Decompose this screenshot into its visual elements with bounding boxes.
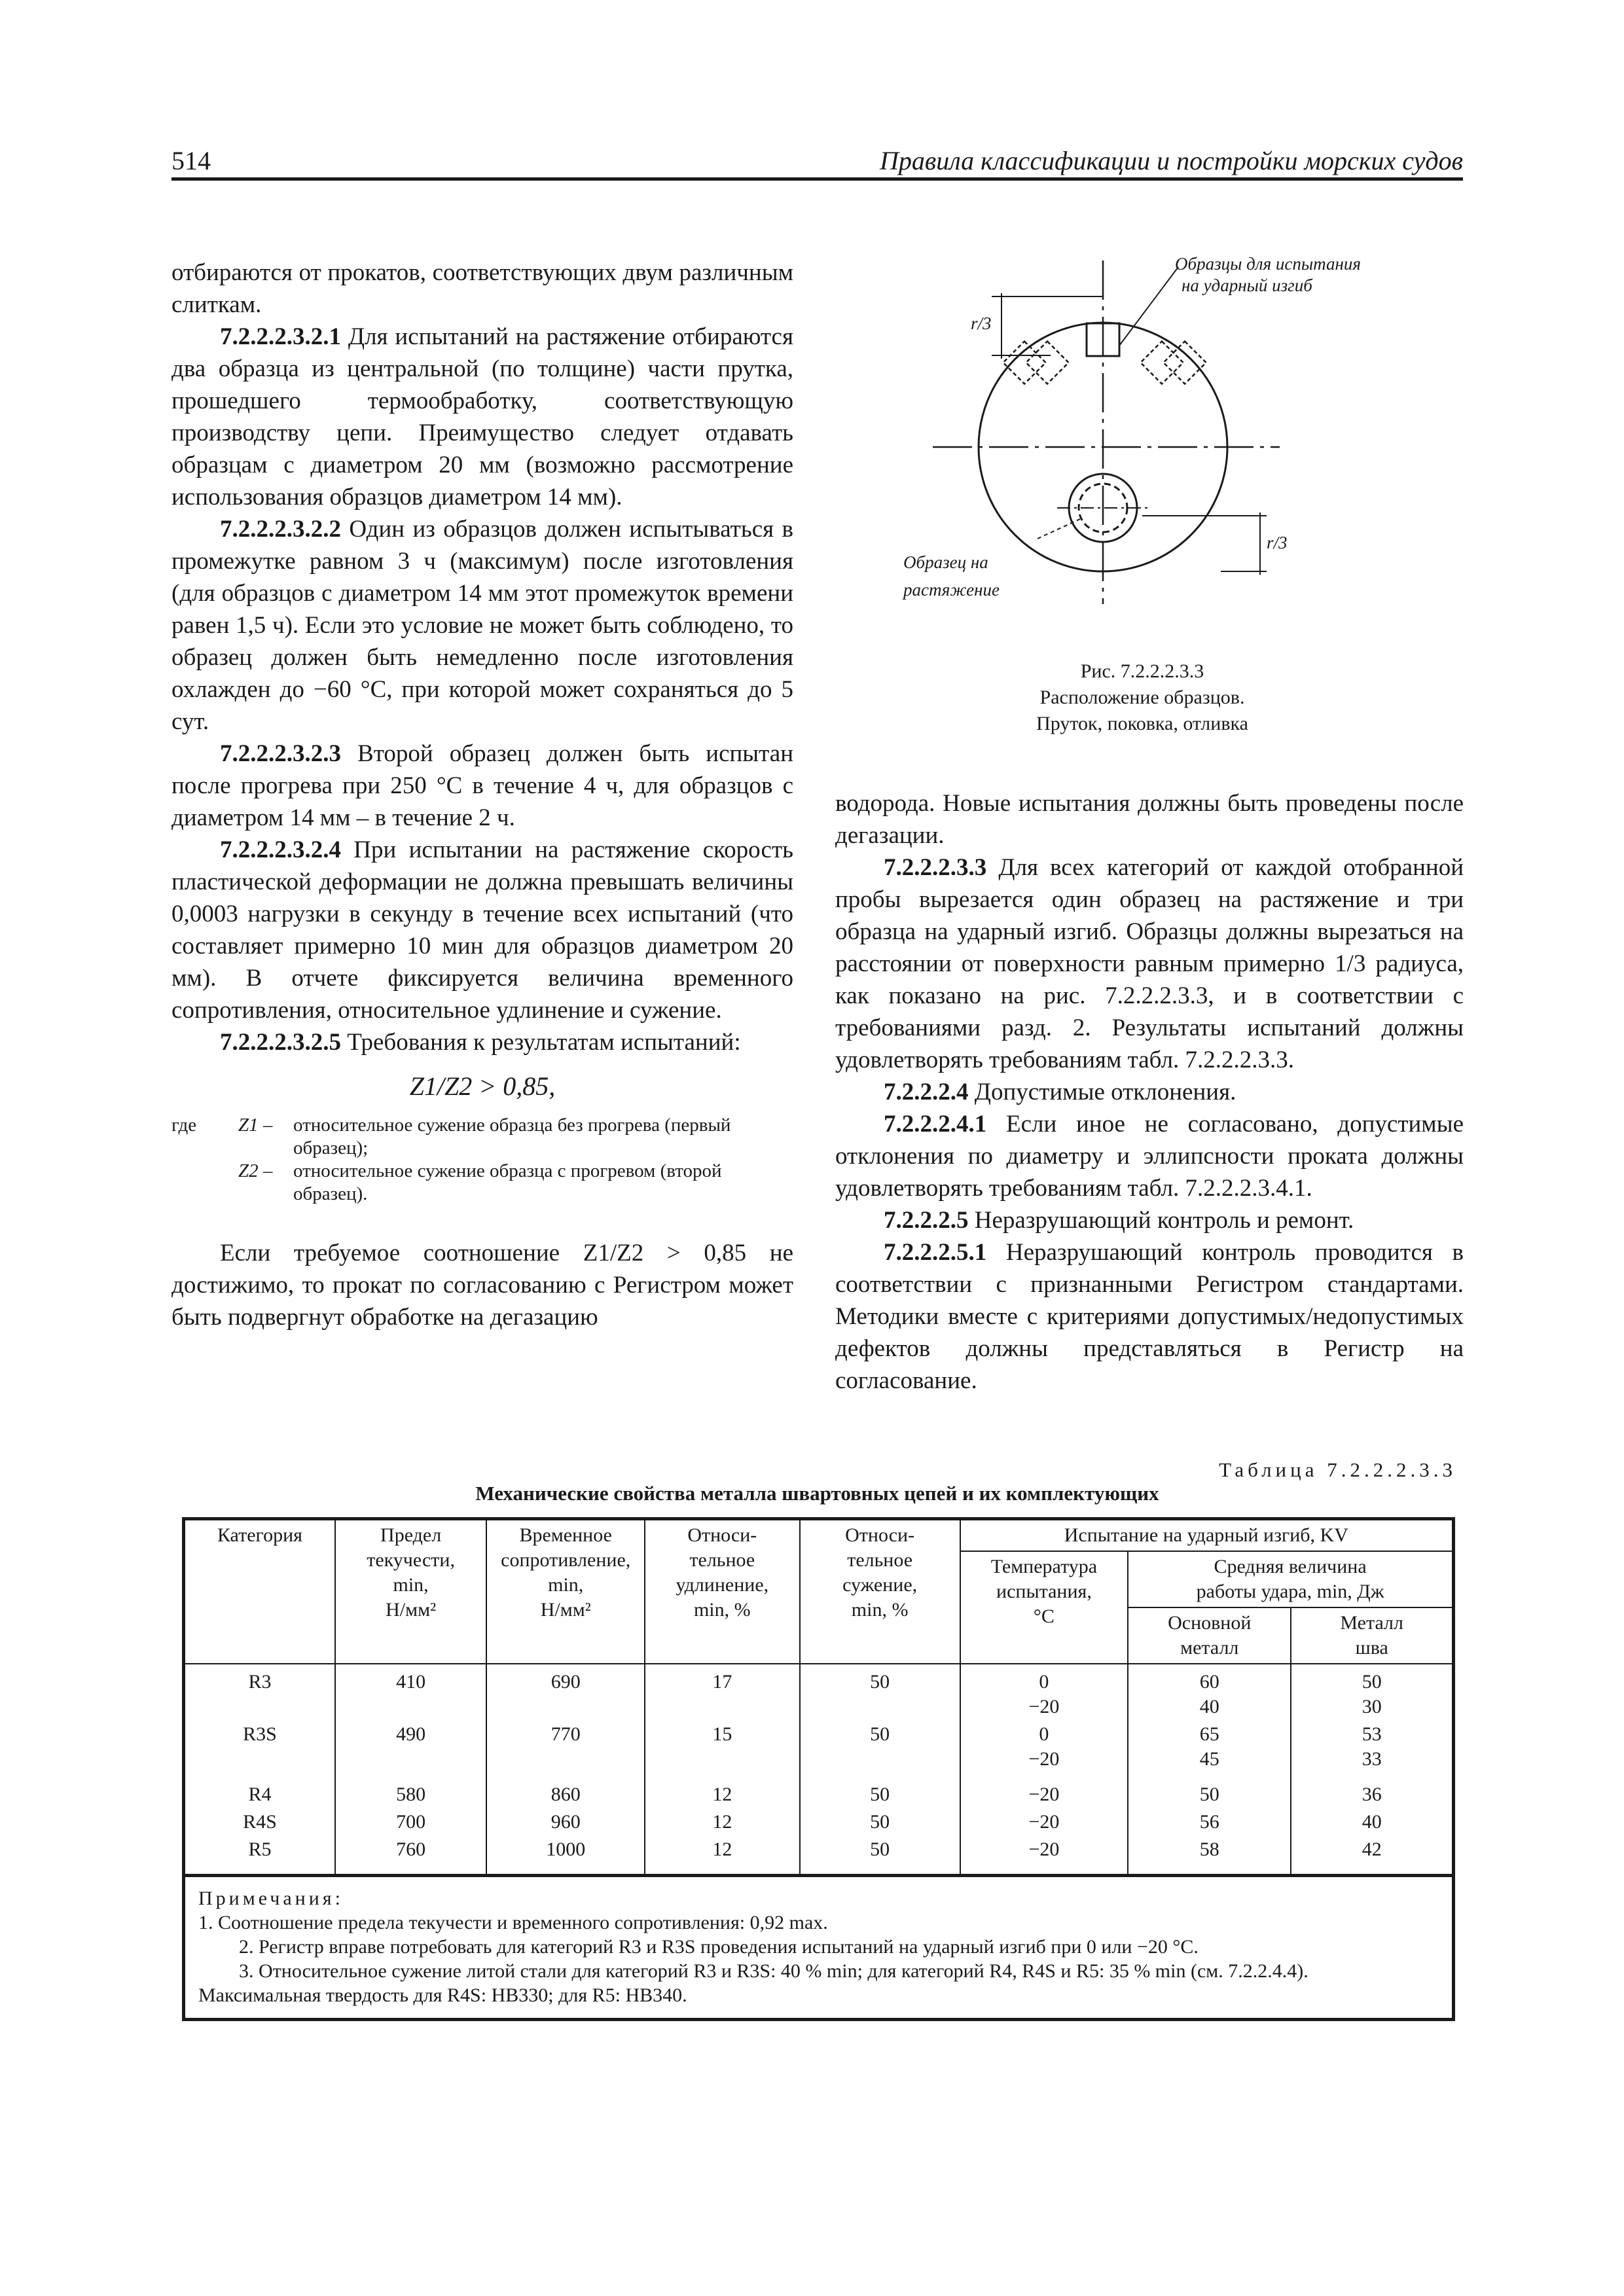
mechanical-properties-table: [182, 1517, 1455, 2021]
label-bend-line2: на ударный изгиб: [1182, 276, 1312, 295]
table-cell-base: 58: [1128, 1837, 1291, 1876]
label-tension-line1: Образец на: [903, 552, 988, 572]
definition-line: относительное сужение образца с прогревом (второй: [293, 1160, 722, 1181]
table-cell-cat: R3S: [184, 1722, 335, 1774]
clause-text: Допустимые отклонения.: [974, 1079, 1236, 1105]
table-cell-cat: R5: [184, 1837, 335, 1876]
clause-text: Неразрушающий контроль и ремонт.: [974, 1207, 1354, 1234]
paragraph: [835, 1076, 1464, 1108]
definitions: [171, 1114, 793, 1206]
definition-text: [293, 1114, 793, 1160]
clause-number: 7.2.2.2.3.2.4: [220, 836, 341, 863]
table-cell-base: 56: [1128, 1810, 1291, 1837]
definition-line: образец);: [293, 1138, 369, 1158]
definition-text: [293, 1160, 793, 1206]
label-bend-line1: Образцы для испытания: [1175, 254, 1361, 274]
running-title: Правила классификации и постройки морских судов: [879, 146, 1463, 175]
table-cell-temp: −20: [960, 1774, 1128, 1810]
clause-number: 7.2.2.2.3.2.3: [220, 740, 341, 767]
clause-number: 7.2.2.2.5.1: [884, 1239, 987, 1266]
clause-number: 7.2.2.2.4: [884, 1079, 969, 1105]
symbol: Z2 –: [238, 1160, 273, 1181]
table-cell-weld: 53 33: [1291, 1722, 1453, 1774]
table-cell-base: 65 45: [1128, 1722, 1291, 1774]
caption-line: Рис. 7.2.2.2.3.3: [1080, 660, 1204, 682]
table-cell-elong: 12: [645, 1810, 799, 1837]
table-cell-cat: R3: [184, 1664, 335, 1722]
table-cell-yield: 410: [335, 1664, 486, 1722]
table-cell-reduct: 50: [800, 1722, 960, 1774]
table-cell-weld: 50 30: [1291, 1664, 1453, 1722]
table-cell-yield: 760: [335, 1837, 486, 1876]
paragraph: [171, 1026, 793, 1058]
clause-text: Для всех категорий от каждой отобранной пробы вырезается один образец на растяжение и три образца на ударный изгиб. Образцы должны вырезаться на расстоянии от поверхности равным примерно 1/3 радиуса, как показано на рис. 7.2.2.2.3.3, и в соответствии с требованиями разд. 2. Результаты испытаний должны удовлетворять требованиям табл. 7.2.2.2.3.3.: [835, 854, 1464, 1073]
table-cell-elong: 12: [645, 1837, 799, 1876]
clause-number: 7.2.2.2.3.2.1: [220, 323, 341, 350]
header-weld-metal: Металл шва: [1291, 1607, 1453, 1664]
note: 3. Относительное сужение литой стали для категорий R3 и R3S: 40 % min; для категорий R4, R4S и R5: 35 % min (см. 7.2.2.4.4).: [239, 1960, 1308, 1982]
figure-caption: [880, 658, 1404, 737]
table-cell-temp: 0 −20: [960, 1664, 1128, 1722]
clause-text: Второй образец должен быть испытан после прогрева при 250 °С в течение 4 ч, для образцов с диаметром 14 мм – в течение 2 ч.: [171, 740, 794, 831]
notes-label: Примечания:: [198, 1888, 344, 1909]
label-tension-line2: растяжение: [903, 580, 1000, 600]
clause-text: Требования к результатам испытаний:: [347, 1029, 741, 1056]
table-cell-temp: −20: [960, 1810, 1128, 1837]
caption-line: Расположение образцов.: [1039, 687, 1245, 708]
header-impact: Испытание на ударный изгиб, KV: [960, 1519, 1454, 1552]
note: 1. Соотношение предела текучести и временного сопротивления: 0,92 max.: [198, 1912, 828, 1933]
paragraph: Если требуемое соотношение Z1/Z2 > 0,85 не достижимо, то прокат по согласованию с Регистром может быть подвергнут обработке на дегазацию: [171, 1240, 793, 1331]
paragraph: отбираются от прокатов, соответствующих двум различным слиткам.: [171, 259, 793, 318]
clause-number: 7.2.2.2.5: [884, 1207, 969, 1234]
table-cell-tensile: 770: [486, 1722, 645, 1774]
right-column: [835, 787, 1464, 1397]
symbol: Z1 –: [238, 1115, 273, 1136]
table-cell-elong: 17: [645, 1664, 799, 1722]
table-cell-yield: 490: [335, 1722, 486, 1774]
note: 2. Регистр вправе потребовать для категорий R3 и R3S проведения испытаний на ударный изгиб при 0 или −20 °С.: [239, 1936, 1199, 1958]
clause-number: 7.2.2.2.3.2.2: [220, 516, 341, 543]
formula: Z1/Z2 > 0,85,: [409, 1071, 556, 1101]
table-cell-tensile: 1000: [486, 1837, 645, 1876]
table-cell-reduct: 50: [800, 1837, 960, 1876]
where-label: где: [171, 1115, 197, 1136]
table-row: [184, 1722, 1454, 1774]
clause-number: 7.2.2.2.3.2.5: [220, 1029, 341, 1056]
table-cell-reduct: 50: [800, 1810, 960, 1837]
header-temperature: Температура испытания, °С: [960, 1551, 1128, 1664]
paragraph: [171, 513, 793, 738]
left-column: [171, 257, 793, 1333]
header-yield: Предел текучести, min, Н/мм²: [335, 1519, 486, 1664]
clause-text: При испытании на растяжение скорость пластической деформации не должна превышать величины 0,0003 нагрузки в секунду в течение всех испытаний (что составляет примерно 10 мин для образцов диаметром 20 мм). В отчете фиксируется величина временного сопротивления, относительное удлинение и сужение.: [171, 836, 793, 1024]
table-cell-cat: R4S: [184, 1810, 335, 1837]
header-energy: Средняя величина работы удара, min, Дж: [1128, 1551, 1453, 1607]
table-cell-weld: 42: [1291, 1837, 1453, 1876]
table-cell-yield: 700: [335, 1810, 486, 1837]
notes-row: [184, 1876, 1454, 2020]
table-notes: [184, 1876, 1454, 2020]
clause-number: 7.2.2.2.4.1: [884, 1111, 987, 1138]
caption-line: Пруток, поковка, отливка: [1036, 713, 1248, 734]
header-base-metal: Основной металл: [1128, 1607, 1291, 1664]
header-row: [184, 1519, 1454, 1552]
paragraph: [171, 738, 793, 834]
clause-text: Для испытаний на растяжение отбираются два образца из центральной (по толщине) части прутка, прошедшего термообработку, соответствующую производству цепи. Преимущество следует отдавать образцам с диаметром 20 мм (возможно рассмотрение использования образцов диаметром 14 мм).: [171, 323, 793, 511]
table-cell-tensile: 690: [486, 1664, 645, 1722]
table-cell-yield: 580: [335, 1774, 486, 1810]
table-cell-elong: 15: [645, 1722, 799, 1774]
table-body: [184, 1664, 1454, 1876]
table-cell-tensile: 860: [486, 1774, 645, 1810]
paragraph: [171, 321, 793, 513]
table-cell-base: 60 40: [1128, 1664, 1291, 1722]
paragraph: [835, 1236, 1464, 1397]
header-category: Категория: [184, 1519, 335, 1664]
header-rule: [171, 177, 1463, 181]
paragraph: [835, 1204, 1464, 1236]
paragraph: водорода. Новые испытания должны быть проведены после дегазации.: [835, 790, 1464, 849]
header-tensile: Временное сопротивление, min, Н/мм²: [486, 1519, 645, 1664]
definition-row: [171, 1160, 793, 1206]
paragraph: [835, 852, 1464, 1076]
table-cell-weld: 40: [1291, 1810, 1453, 1837]
note: Максимальная твердость для R4S: HB330; для R5: HB340.: [198, 1984, 687, 2006]
page-number: 514: [171, 146, 211, 175]
table-cell-elong: 12: [645, 1774, 799, 1810]
table-row: [184, 1810, 1454, 1837]
header-reduction: Относи- тельное сужение, min, %: [800, 1519, 960, 1664]
table-cell-reduct: 50: [800, 1664, 960, 1722]
table-row: [184, 1774, 1454, 1810]
clause-text: Если иное не согласовано, допустимые отклонения по диаметру и эллипсности проката должны удовлетворять требованиям табл. 7.2.2.2.3.4.1.: [835, 1111, 1464, 1202]
clause-number: 7.2.2.2.3.3: [884, 854, 987, 881]
clause-text: Один из образцов должен испытываться в промежутке равном 3 ч (максимум) после изготовления (для образцов с диаметром 14 мм этот промежуток времени равен 1,5 ч). Если это условие не может быть соблюдено, то образец должен быть немедленно после изготовления охлажден до −60 °С, при которой может сохраняться до 5 сут.: [171, 516, 794, 735]
paragraph: [171, 834, 793, 1026]
table-cell-temp: 0 −20: [960, 1722, 1128, 1774]
dim-label-right: r/3: [1267, 533, 1288, 552]
table-number: Таблица 7.2.2.2.3.3: [1219, 1458, 1456, 1481]
table-cell-tensile: 960: [486, 1810, 645, 1837]
table-cell-cat: R4: [184, 1774, 335, 1810]
definition-row: [171, 1114, 793, 1160]
specimen-location-figure: [880, 254, 1404, 620]
table-title: Механические свойства металла швартовных цепей и их комплектующих: [475, 1482, 1159, 1505]
table-cell-reduct: 50: [800, 1774, 960, 1810]
table-row: [184, 1837, 1454, 1876]
table-cell-weld: 36: [1291, 1774, 1453, 1810]
paragraph: [835, 1108, 1464, 1204]
dim-label-top: r/3: [971, 314, 992, 333]
header-elongation: Относи- тельное удлинение, min, %: [645, 1519, 799, 1664]
table-row: [184, 1664, 1454, 1722]
clause-text: Неразрушающий контроль проводится в соответствии с признанными Регистром стандартами. Методики вместе с критериями допустимых/недопустимых дефектов должны представляться в Регистр на согласование.: [835, 1239, 1464, 1394]
table-cell-base: 50: [1128, 1774, 1291, 1810]
definition-line: относительное сужение образца без прогрева (первый: [293, 1115, 731, 1136]
definition-line: образец).: [293, 1183, 368, 1204]
table-cell-temp: −20: [960, 1837, 1128, 1876]
